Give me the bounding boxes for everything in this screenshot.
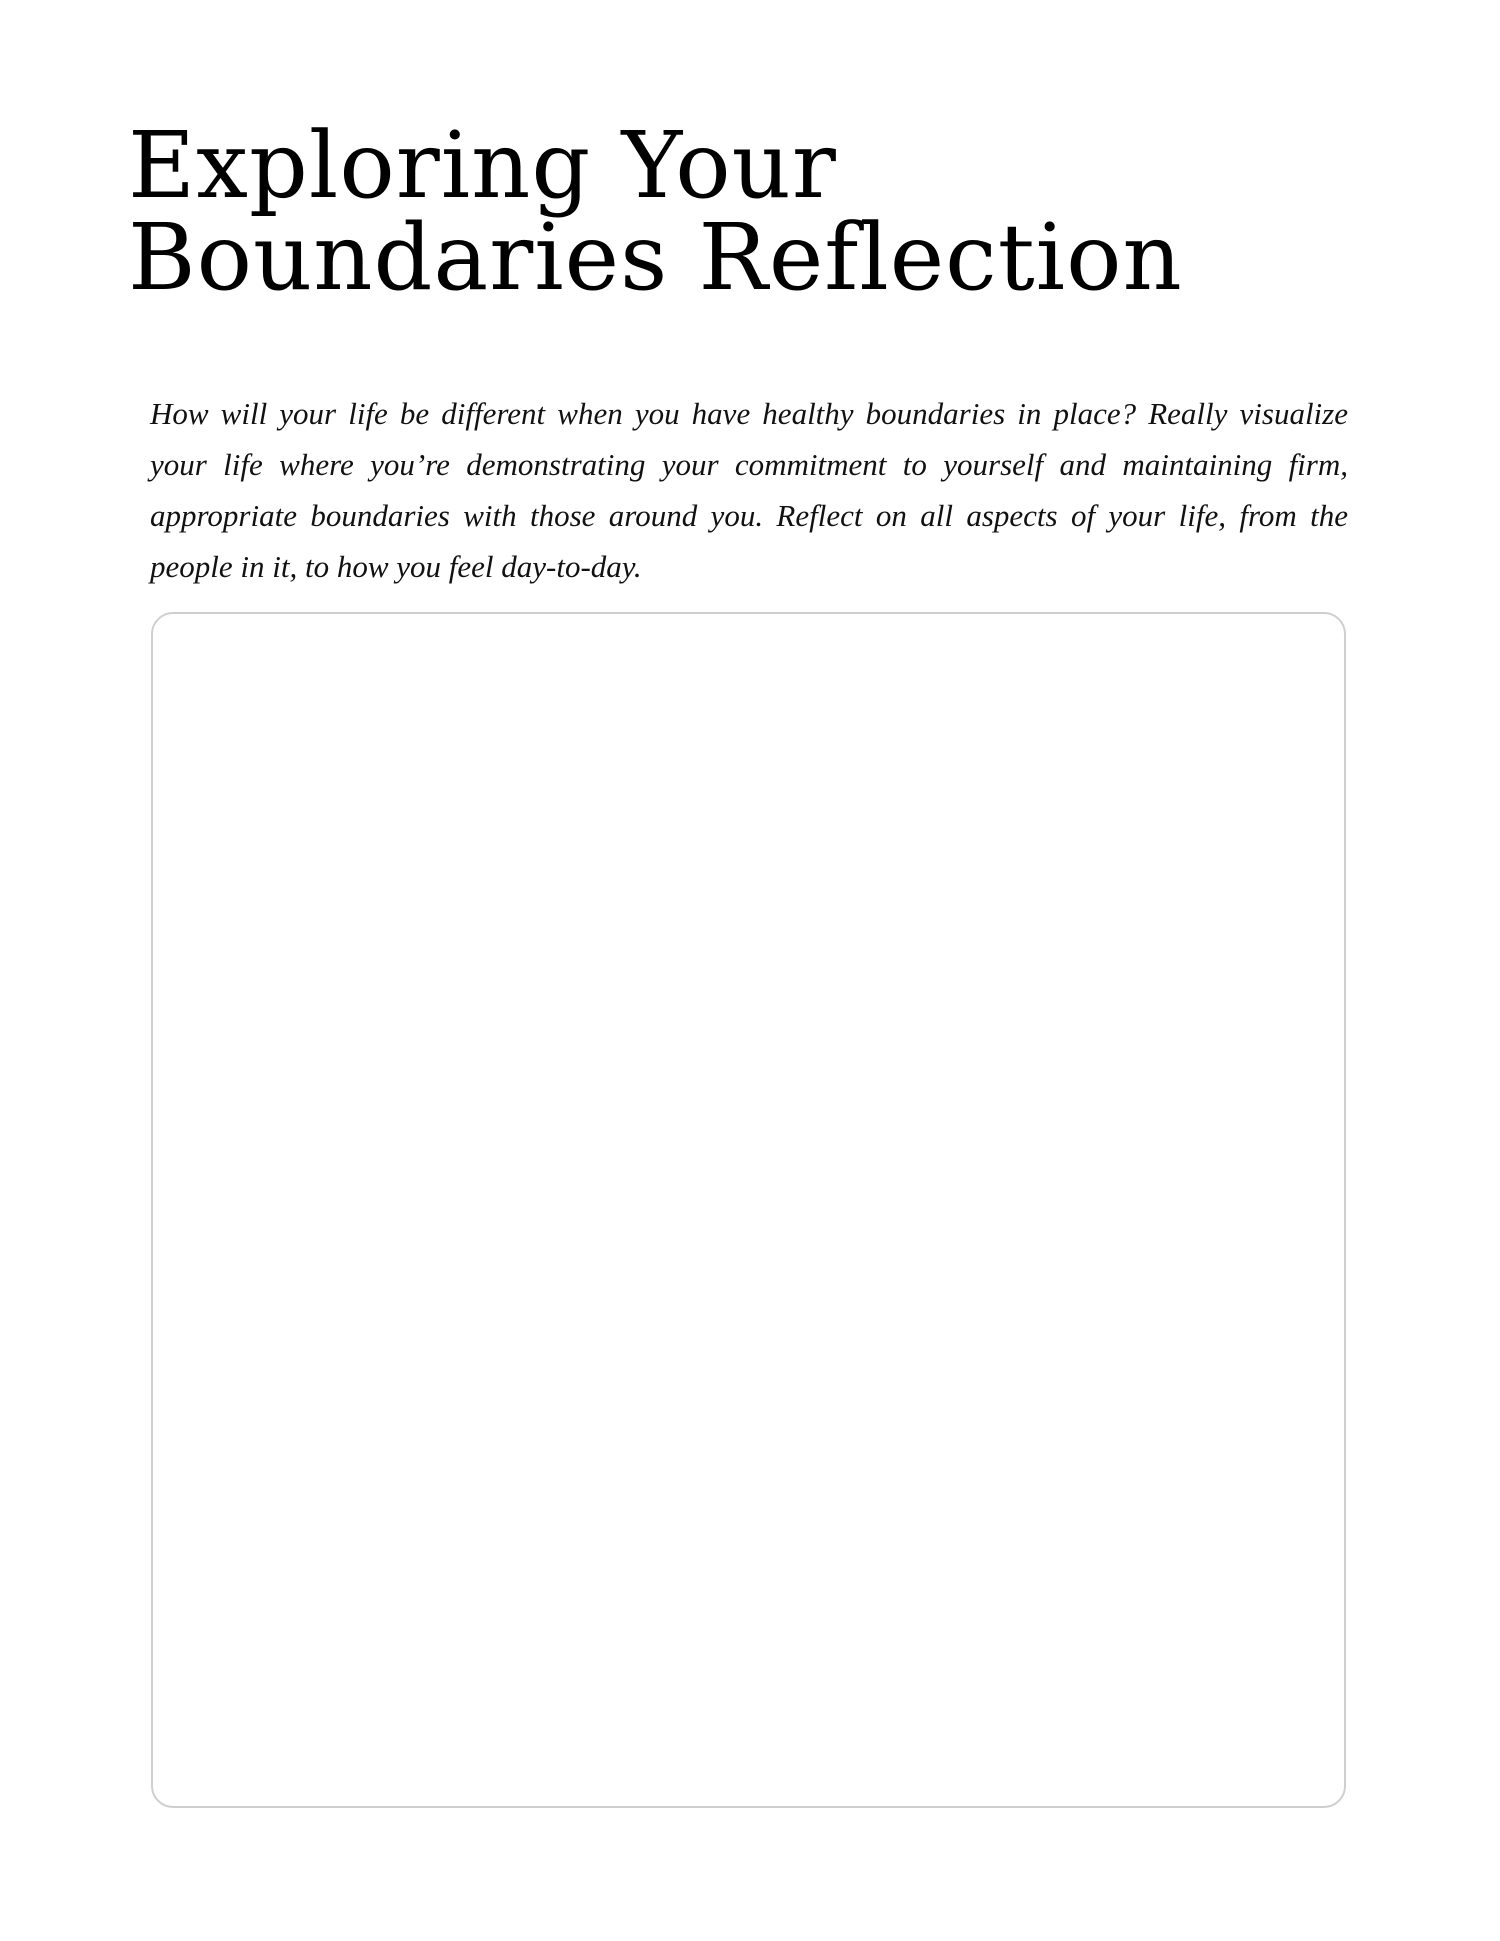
reflection-writing-box[interactable]: [151, 612, 1346, 1808]
reflection-prompt: How will your life be different when you have healthy boundaries in place? Really visualize your life where you’re demonstrating your commitment to yourself and maintaining firm, appropriate boundaries with those around you. Reflect on all aspects of your life, from the people in it, to how you feel day-to-day.: [150, 396, 1348, 584]
title-line-2: Boundaries Reflection: [128, 204, 1183, 311]
title-line-1: Exploring Your: [128, 112, 837, 219]
page-title: [128, 112, 1328, 311]
